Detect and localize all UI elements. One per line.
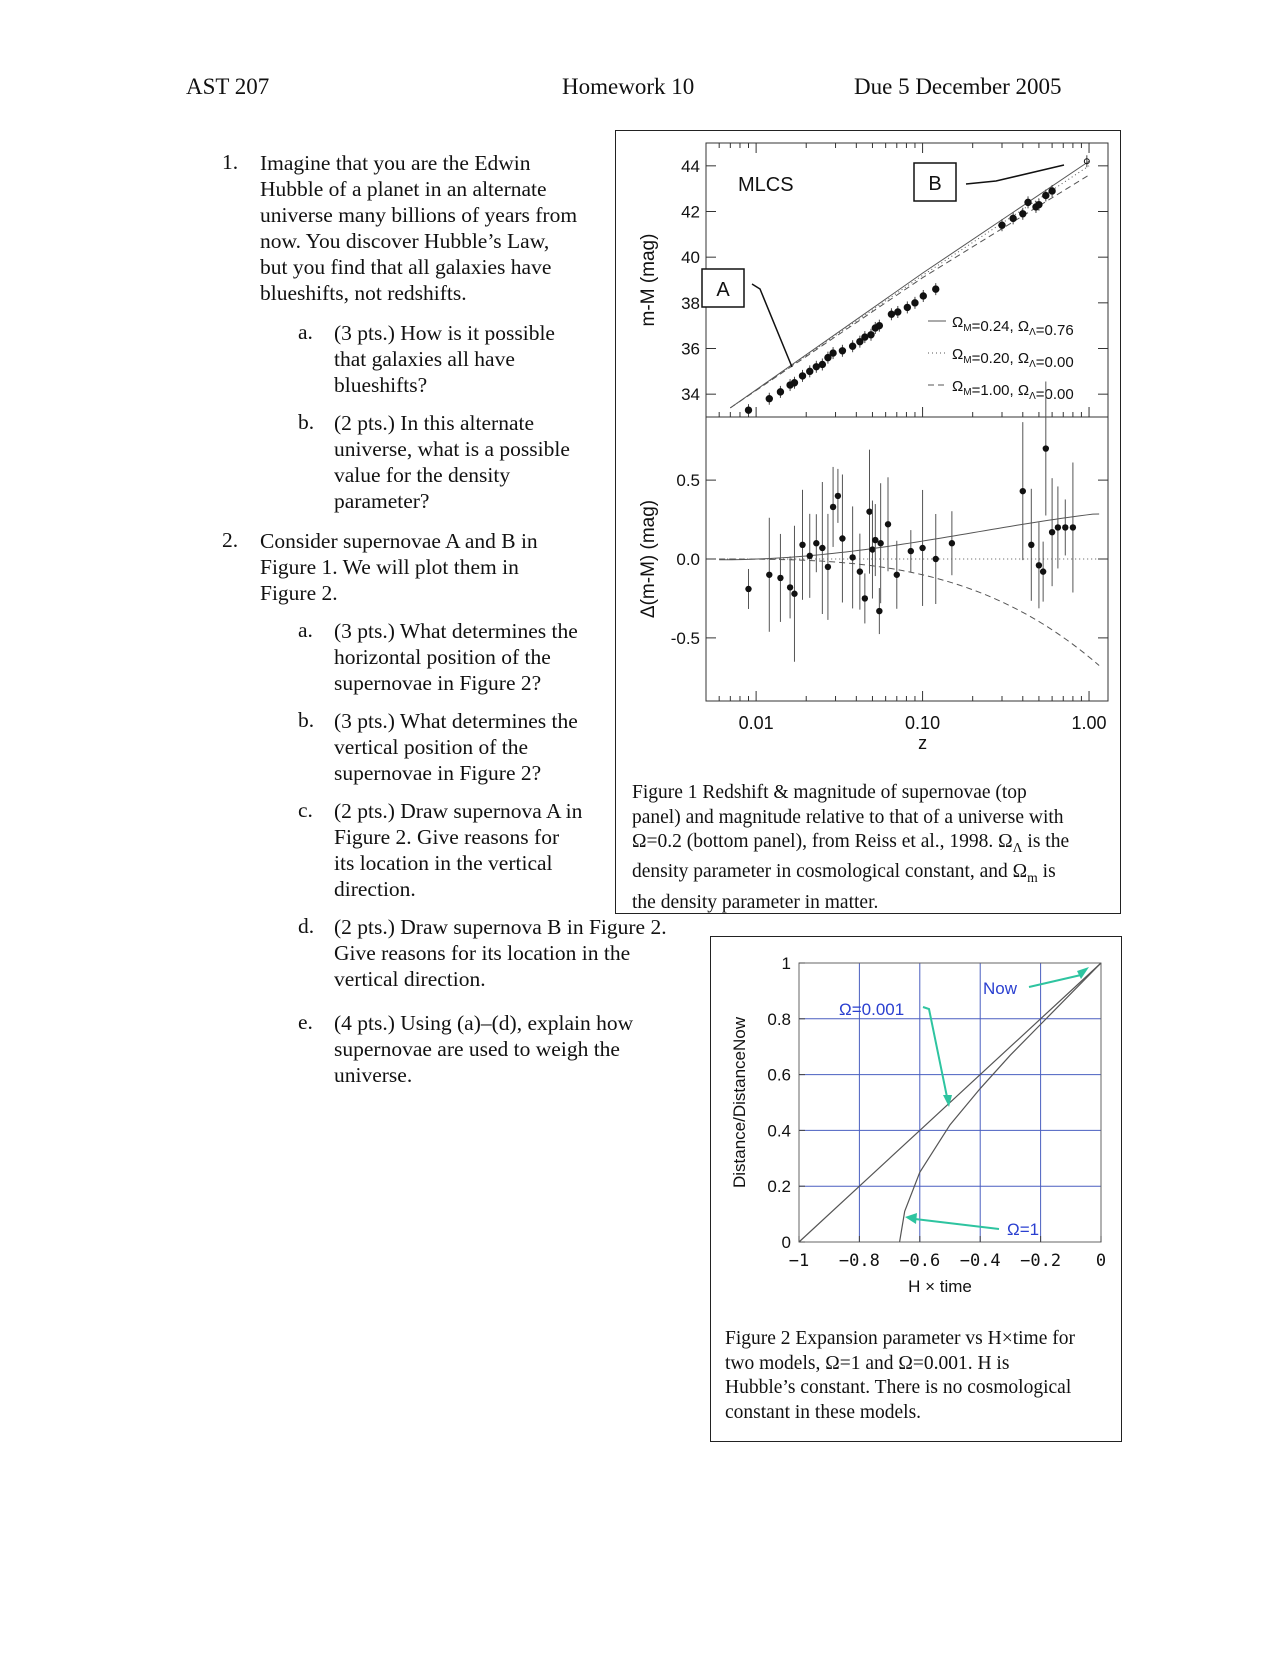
question-2a-text: (3 pts.) What determines the horizontal position of the supernovae in Figure 2? [334,619,578,695]
data-point [791,591,797,597]
y-tick-label: 38 [681,293,700,313]
figure-1-caption-line [632,830,1112,860]
y-tick-label: 1 [781,954,791,973]
figure-2-caption [725,1327,1115,1425]
legend-subscript: M [963,387,972,398]
data-point [1070,524,1076,530]
data-point [872,537,878,543]
y-tick-label: 0.5 [676,471,700,491]
question-2a-label: a. [298,618,313,642]
data-point [839,348,845,354]
y-tick-label: 34 [681,385,700,405]
y-tick-label: 44 [681,156,700,176]
data-point [862,334,868,340]
x-tick-label: −0.2 [1020,1251,1062,1271]
due-date: Due 5 December 2005 [854,74,1062,99]
curve-omega-1 [900,963,1101,1242]
data-point [919,545,925,551]
data-point [1025,199,1031,205]
question-2b-label: b. [298,708,315,732]
figure-1-caption-line: Figure 1 Redshift & magnitude of supernovae (top [632,782,1027,803]
question-1b-label: b. [298,410,315,434]
data-point [1055,524,1061,530]
legend-text: Ω [952,378,964,395]
course-code: AST 207 [186,74,270,99]
y-tick-label: 42 [681,202,700,222]
figure-2-chart [711,937,1121,1327]
x-tick-label: −0.4 [959,1251,1001,1271]
question-2c-label: c. [298,798,313,822]
legend-entry [952,346,1074,371]
figure-1-caption-line [632,860,1112,890]
legend-text: Ω [952,314,964,331]
x-tick-label: 0.10 [905,713,941,733]
figure-1-chart [616,131,1119,786]
y-tick-label: 0 [781,1233,791,1252]
data-point [868,332,874,338]
question-1a-label: a. [298,320,313,344]
data-point [1020,211,1026,217]
x-tick-label: 0 [1095,1251,1107,1271]
data-point [1040,568,1046,574]
x-tick-label: −1 [788,1251,810,1271]
question-2-number: 2. [222,528,239,552]
data-point [830,350,836,356]
data-point [799,373,805,379]
data-point [1020,488,1026,494]
data-point [791,380,797,386]
expansion-plot [730,954,1106,1296]
x-tick-label: −0.6 [899,1251,941,1271]
data-point [1043,192,1049,198]
figure-1-caption [632,781,1112,915]
data-point [999,222,1005,228]
data-point [933,286,939,292]
data-point [904,304,910,310]
question-1b-text: (2 pts.) In this alternate universe, what is a possible value for the density parameter? [334,411,570,513]
caption-subscript: Λ [1012,839,1023,855]
caption-subscript: m [1027,870,1038,886]
data-point [1043,445,1049,451]
x-tick-label: 1.00 [1071,713,1107,733]
data-point [876,322,882,328]
data-point [839,535,845,541]
data-point [849,554,855,560]
legend-subscript: Λ [1029,359,1036,370]
data-point [912,300,918,306]
question-1a-text: (3 pts.) How is it possible that galaxies all have blueshifts? [334,321,555,397]
question-1-number: 1. [222,150,239,174]
data-point [869,546,875,552]
figure-1-caption-line: panel) and magnitude relative to that of a universe with [632,806,1064,828]
y-axis-label: Distance/DistanceNow [730,1016,749,1189]
figure-2-caption-line: Hubble’s constant. There is no cosmological [725,1377,1072,1398]
y-tick-label: 0.8 [767,1009,791,1029]
caption-text: Ω=0.2 (bottom panel), from Reiss et al., 1998. Ω [632,831,1013,852]
y-axis-label-top: m-M (mag) [638,233,659,327]
y-tick-label: -0.5 [670,628,700,648]
legend-subscript: M [963,323,972,334]
data-point [807,368,813,374]
omega-one-arrowhead [905,1213,917,1224]
data-point [766,396,772,402]
y-tick-label: 0.0 [676,550,700,569]
question-2d-label: d. [298,914,315,938]
data-point [849,343,855,349]
data-point [933,556,939,562]
question-2e-text: (4 pts.) Using (a)–(d), explain how supernovae are used to weigh the universe. [334,1011,634,1087]
data-point [949,540,955,546]
data-point [819,545,825,551]
x-tick-label: −0.8 [838,1251,880,1271]
now-arrow [1029,975,1081,987]
question-1-text: Imagine that you are the Edwin Hubble of a planet in an alternate universe many billions of years from now. You discover Hubble’s Law, but you find that all galaxies have blueshifts, not redshifts. [260,151,578,305]
omega-low-arrow [923,1007,947,1097]
figure-2-box [710,936,1122,1442]
residual-panel [638,382,1108,753]
question-2c-text: (2 pts.) Draw supernova A in Figure 2. Give reasons for its location in the vertical direction. [334,799,583,901]
data-point [1036,562,1042,568]
y-tick-label: 40 [681,248,700,268]
x-axis-label: H × time [908,1277,972,1296]
data-point [825,564,831,570]
legend-text: =0.00 [1035,354,1074,371]
data-point [799,542,805,548]
data-point [813,540,819,546]
question-2d-text: (2 pts.) Draw supernova B in Figure 2. Give reasons for its location in the vertical direction. [334,915,667,991]
data-point [745,407,751,413]
data-point [766,572,772,578]
figure-2-caption-line: Figure 2 Expansion parameter vs H×time for [725,1328,1075,1349]
y-tick-label: 0.2 [767,1177,791,1197]
data-point [885,521,891,527]
legend-entry [952,378,1074,403]
caption-text: is [1037,861,1056,883]
y-tick-label: 0.4 [767,1121,791,1141]
legend-text: Ω [952,346,964,363]
legend-text: =0.20, [971,350,1018,367]
data-point [835,493,841,499]
data-point [807,553,813,559]
omega-one-arrow [915,1219,999,1229]
question-2e-label: e. [298,1010,313,1034]
data-point [894,572,900,578]
legend-text: =1.00, [971,382,1018,399]
data-point [866,508,872,514]
x-axis-label: z [918,733,928,753]
caption-text: is the [1022,831,1070,852]
data-point [777,389,783,395]
data-point [813,364,819,370]
data-point [877,540,883,546]
legend-text: Ω [1017,382,1030,399]
omega-low-label: Ω=0.001 [839,1000,905,1019]
data-point [825,354,831,360]
residual-curve [719,559,1099,665]
data-point [787,584,793,590]
legend-subscript: Λ [1029,327,1036,338]
y-tick-label: 0.6 [767,1065,791,1085]
question-2b-text: (3 pts.) What determines the vertical position of the supernovae in Figure 2? [334,709,578,785]
data-point [862,595,868,601]
legend-text: =0.00 [1035,386,1074,403]
now-label: Now [983,979,1018,998]
legend-subscript: Λ [1029,391,1036,402]
caption-text: density parameter in cosmological constant, and Ω [632,861,1028,883]
legend-subscript: M [963,355,972,366]
figure-2-caption-line: constant in these models. [725,1401,922,1423]
y-axis-label-bottom: Δ(m-M) (mag) [638,499,659,619]
data-point [895,309,901,315]
figure-2-caption-line: two models, Ω=1 and Ω=0.001. H is [725,1352,1010,1374]
data-point [777,575,783,581]
data-point [1010,215,1016,221]
data-point [908,548,914,554]
data-point [830,504,836,510]
omega-one-label: Ω=1 [1007,1220,1040,1239]
supernova-a-pointer [752,284,792,367]
data-point [1062,524,1068,530]
figure-1-box [615,130,1121,914]
legend-text: =0.76 [1035,322,1074,339]
data-point [888,311,894,317]
hubble-diagram-panel [638,143,1108,417]
legend-text: Ω [1017,350,1030,367]
y-tick-label: 36 [681,339,700,359]
legend-text: =0.24, [971,318,1018,335]
question-2-text: Consider supernovae A and B in Figure 1. We will plot them in Figure 2. [260,529,538,605]
mlcs-label: MLCS [738,174,794,196]
supernova-a-label: A [716,279,730,301]
legend-entry [952,314,1074,339]
supernova-b-pointer [966,165,1064,184]
data-point [819,361,825,367]
legend-text: Ω [1017,318,1030,335]
data-point [745,586,751,592]
data-point [1049,188,1055,194]
data-point [1036,201,1042,207]
data-point [876,608,882,614]
homework-title: Homework 10 [562,74,695,99]
data-point [1049,529,1055,535]
data-point [1028,542,1034,548]
figure-1-caption-line: the density parameter in matter. [632,891,879,913]
supernova-b-label: B [928,173,942,195]
data-point [920,293,926,299]
data-point [857,568,863,574]
x-tick-label: 0.01 [738,713,774,733]
